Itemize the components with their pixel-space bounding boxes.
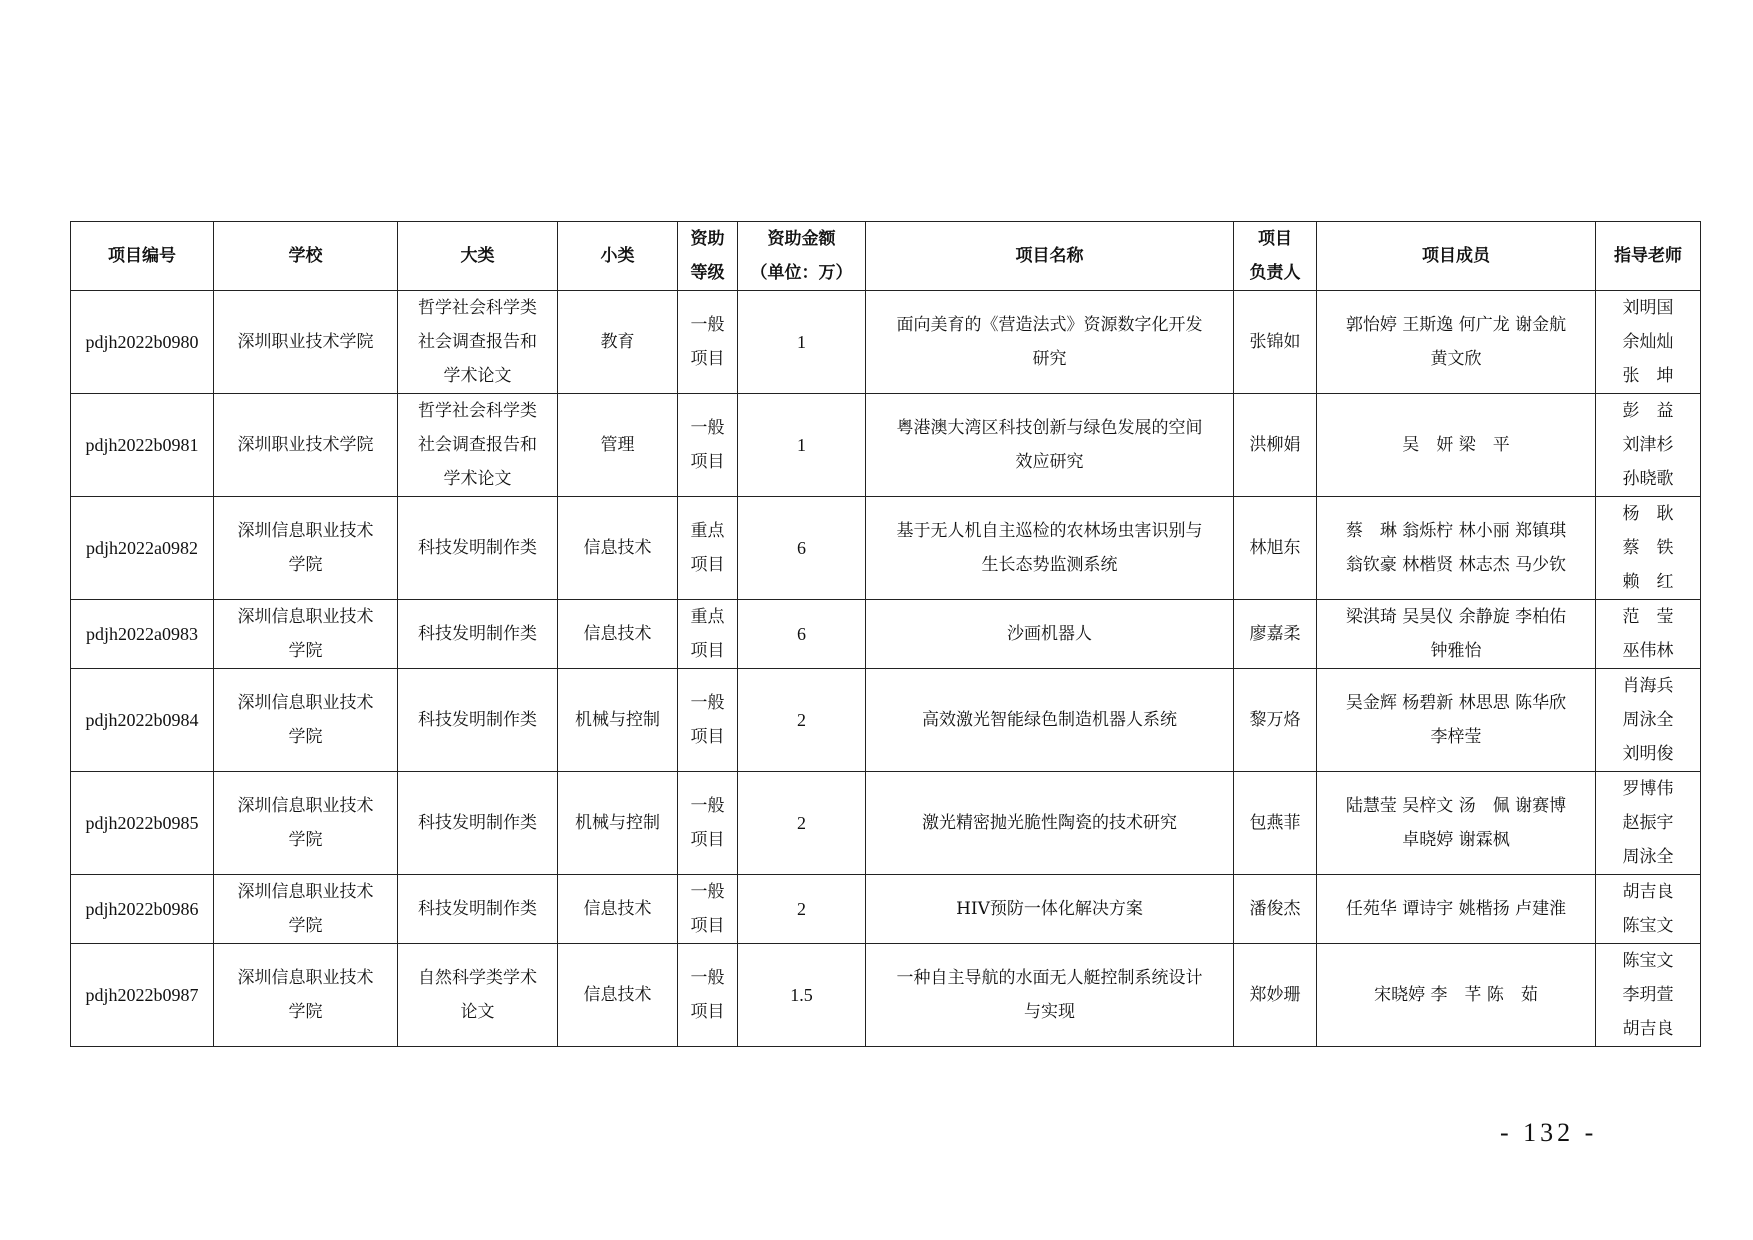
cell-category-line: 科技发明制作类: [418, 710, 537, 730]
header-subcategory: 小类: [558, 222, 678, 291]
cell-advisors-line: 余灿灿: [1622, 332, 1674, 352]
cell-project-name-line: 一种自主导航的水面无人艇控制系统设计: [896, 968, 1203, 988]
cell-advisors-line: 周泳全: [1622, 710, 1674, 730]
cell-advisors-line: 蔡 铁: [1622, 538, 1674, 558]
cell-members: [1317, 944, 1596, 1047]
cell-subcategory: 信息技术: [558, 600, 678, 669]
cell-subcategory: 信息技术: [558, 875, 678, 944]
cell-level-line: 项目: [690, 349, 725, 369]
cell-members-line: 蔡 琳 翁烁柠 林小丽 郑镇琪: [1345, 521, 1567, 541]
cell-project-name: [866, 497, 1234, 600]
cell-subcategory: 机械与控制: [558, 772, 678, 875]
cell-advisors: [1596, 600, 1701, 669]
table-row: [71, 600, 1701, 669]
cell-leader: 洪柳娟: [1234, 394, 1317, 497]
cell-school-line: 学院: [288, 641, 323, 661]
table-row: [71, 291, 1701, 394]
cell-advisors: [1596, 772, 1701, 875]
cell-level-line: 项目: [690, 830, 725, 850]
cell-advisors-line: 肖海兵: [1622, 676, 1674, 696]
cell-level-line: 一般: [690, 693, 725, 713]
cell-category-line: 哲学社会科学类: [418, 401, 537, 421]
cell-level-line: 重点: [690, 607, 725, 627]
cell-category-line: 科技发明制作类: [418, 624, 537, 644]
cell-school-line: 深圳信息职业技术: [237, 882, 374, 902]
cell-level-line: 项目: [690, 1002, 725, 1022]
cell-school-line: 深圳信息职业技术: [237, 968, 374, 988]
cell-members-line: 翁钦豪 林楷贤 林志杰 马少钦: [1345, 555, 1567, 575]
cell-amount: 1.5: [738, 944, 866, 1047]
cell-leader: 张锦如: [1234, 291, 1317, 394]
cell-project-name: [866, 291, 1234, 394]
cell-advisors: [1596, 944, 1701, 1047]
cell-school-line: 学院: [288, 727, 323, 747]
cell-members: [1317, 394, 1596, 497]
cell-advisors-line: 范 莹: [1622, 607, 1674, 627]
cell-category: [398, 875, 558, 944]
cell-advisors-line: 赖 红: [1622, 572, 1674, 592]
table-row: [71, 875, 1701, 944]
cell-amount: 2: [738, 875, 866, 944]
cell-advisors-line: 刘明国: [1622, 298, 1674, 318]
cell-school-line: 深圳信息职业技术: [237, 521, 374, 541]
cell-level: [678, 772, 738, 875]
cell-category-line: 哲学社会科学类: [418, 298, 537, 318]
cell-project-name: [866, 669, 1234, 772]
cell-project-name-line: 面向美育的《营造法式》资源数字化开发: [896, 315, 1203, 335]
cell-project-name-line: 基于无人机自主巡检的农林场虫害识别与: [896, 521, 1203, 541]
cell-subcategory: 机械与控制: [558, 669, 678, 772]
table-row: [71, 772, 1701, 875]
cell-level: [678, 291, 738, 394]
cell-members-line: 吴 妍 梁 平: [1402, 435, 1510, 455]
cell-advisors: [1596, 291, 1701, 394]
table-body: [71, 291, 1701, 1047]
cell-members-line: 钟雅怡: [1430, 641, 1482, 661]
cell-level-line: 项目: [690, 727, 725, 747]
cell-school: [214, 394, 398, 497]
cell-level-line: 一般: [690, 882, 725, 902]
cell-category: [398, 669, 558, 772]
cell-school-line: 学院: [288, 916, 323, 936]
page-number: - 132 -: [1500, 1118, 1598, 1147]
cell-advisors-line: 陈宝文: [1622, 916, 1674, 936]
cell-code: pdjh2022b0985: [71, 772, 214, 875]
cell-project-name-line: 高效激光智能绿色制造机器人系统: [922, 710, 1177, 730]
header-amount: [738, 222, 866, 291]
cell-advisors-line: 刘明俊: [1622, 744, 1674, 764]
cell-advisors-line: 杨 耿: [1622, 504, 1674, 524]
cell-project-name: [866, 394, 1234, 497]
cell-category: [398, 497, 558, 600]
cell-members-line: 任苑华 谭诗宇 姚楷扬 卢建淮: [1345, 899, 1567, 919]
cell-amount: 2: [738, 772, 866, 875]
cell-members-line: 梁淇琦 吴昊仪 余静旋 李柏佑: [1345, 607, 1567, 627]
cell-code: pdjh2022a0982: [71, 497, 214, 600]
table-row: [71, 497, 1701, 600]
cell-school: [214, 600, 398, 669]
table-header-row: [71, 222, 1701, 291]
cell-project-name-line: 粤港澳大湾区科技创新与绿色发展的空间: [896, 418, 1203, 438]
header-leader-line: 负责人: [1249, 263, 1301, 283]
cell-category-line: 学术论文: [443, 469, 512, 489]
cell-subcategory: 教育: [558, 291, 678, 394]
cell-school: [214, 772, 398, 875]
cell-level: [678, 497, 738, 600]
cell-leader: 林旭东: [1234, 497, 1317, 600]
cell-leader: 廖嘉柔: [1234, 600, 1317, 669]
cell-advisors-line: 巫伟林: [1622, 641, 1674, 661]
cell-school: [214, 944, 398, 1047]
cell-category: [398, 772, 558, 875]
cell-members-line: 郭怡婷 王斯逸 何广龙 谢金航: [1345, 315, 1567, 335]
cell-members-line: 吴金辉 杨碧新 林思思 陈华欣: [1345, 693, 1567, 713]
cell-members: [1317, 600, 1596, 669]
cell-leader: 包燕菲: [1234, 772, 1317, 875]
cell-amount: 1: [738, 394, 866, 497]
cell-project-name: [866, 875, 1234, 944]
cell-level-line: 一般: [690, 796, 725, 816]
cell-advisors: [1596, 497, 1701, 600]
cell-level: [678, 669, 738, 772]
header-advisors: 指导老师: [1596, 222, 1701, 291]
cell-advisors-line: 罗博伟: [1622, 779, 1674, 799]
cell-code: pdjh2022b0984: [71, 669, 214, 772]
cell-subcategory: 管理: [558, 394, 678, 497]
cell-advisors-line: 周泳全: [1622, 847, 1674, 867]
cell-members-line: 陆慧莹 吴梓文 汤 佩 谢赛博: [1345, 796, 1567, 816]
cell-category-line: 科技发明制作类: [418, 899, 537, 919]
header-name: 项目名称: [866, 222, 1234, 291]
cell-members: [1317, 875, 1596, 944]
cell-advisors-line: 彭 益: [1622, 401, 1674, 421]
cell-advisors-line: 陈宝文: [1622, 951, 1674, 971]
cell-code: pdjh2022b0980: [71, 291, 214, 394]
cell-advisors-line: 刘津杉: [1622, 435, 1674, 455]
header-school: 学校: [214, 222, 398, 291]
cell-school-line: 学院: [288, 830, 323, 850]
cell-members: [1317, 669, 1596, 772]
cell-school: [214, 875, 398, 944]
cell-level: [678, 875, 738, 944]
cell-level-line: 重点: [690, 521, 725, 541]
cell-level: [678, 394, 738, 497]
cell-category: [398, 394, 558, 497]
cell-advisors: [1596, 669, 1701, 772]
cell-advisors: [1596, 875, 1701, 944]
cell-members: [1317, 497, 1596, 600]
cell-members: [1317, 291, 1596, 394]
cell-project-name-line: 生长态势监测系统: [981, 555, 1118, 575]
cell-advisors-line: 孙晓歌: [1622, 469, 1674, 489]
cell-members-line: 李梓莹: [1430, 727, 1482, 747]
cell-members-line: 黄文欣: [1430, 349, 1482, 369]
cell-project-name-line: 效应研究: [1015, 452, 1084, 472]
cell-level-line: 项目: [690, 641, 725, 661]
cell-school: [214, 497, 398, 600]
cell-category-line: 科技发明制作类: [418, 538, 537, 558]
cell-level-line: 一般: [690, 315, 725, 335]
cell-category-line: 科技发明制作类: [418, 813, 537, 833]
cell-level-line: 项目: [690, 452, 725, 472]
cell-project-name-line: 激光精密抛光脆性陶瓷的技术研究: [922, 813, 1177, 833]
cell-category-line: 学术论文: [443, 366, 512, 386]
table-row: [71, 669, 1701, 772]
cell-advisors-line: 胡吉良: [1622, 882, 1674, 902]
cell-category-line: 论文: [460, 1002, 495, 1022]
cell-code: pdjh2022b0981: [71, 394, 214, 497]
cell-school: [214, 291, 398, 394]
cell-school-line: 深圳职业技术学院: [237, 435, 374, 455]
header-code: 项目编号: [71, 222, 214, 291]
cell-advisors-line: 胡吉良: [1622, 1019, 1674, 1039]
cell-level-line: 项目: [690, 916, 725, 936]
cell-amount: 6: [738, 600, 866, 669]
cell-category: [398, 600, 558, 669]
cell-project-name: [866, 600, 1234, 669]
cell-school-line: 学院: [288, 555, 323, 575]
cell-school-line: 学院: [288, 1002, 323, 1022]
cell-category-line: 社会调查报告和: [418, 435, 537, 455]
project-table: [70, 221, 1701, 1047]
cell-level-line: 项目: [690, 555, 725, 575]
header-level-line: 资助: [690, 229, 725, 249]
cell-amount: 1: [738, 291, 866, 394]
cell-school-line: 深圳职业技术学院: [237, 332, 374, 352]
cell-members-line: 卓晓婷 谢霖枫: [1402, 830, 1510, 850]
table-row: [71, 944, 1701, 1047]
cell-school: [214, 669, 398, 772]
cell-level-line: 一般: [690, 968, 725, 988]
cell-code: pdjh2022a0983: [71, 600, 214, 669]
cell-project-name: [866, 944, 1234, 1047]
cell-project-name-line: 研究: [1032, 349, 1067, 369]
cell-school-line: 深圳信息职业技术: [237, 796, 374, 816]
cell-advisors-line: 李玥萱: [1622, 985, 1674, 1005]
cell-category-line: 社会调查报告和: [418, 332, 537, 352]
cell-code: pdjh2022b0987: [71, 944, 214, 1047]
cell-category-line: 自然科学类学术: [418, 968, 537, 988]
cell-school-line: 深圳信息职业技术: [237, 607, 374, 627]
cell-members-line: 宋晓婷 李 芊 陈 茹: [1374, 985, 1538, 1005]
cell-project-name: [866, 772, 1234, 875]
cell-subcategory: 信息技术: [558, 497, 678, 600]
cell-category: [398, 291, 558, 394]
cell-code: pdjh2022b0986: [71, 875, 214, 944]
cell-advisors: [1596, 394, 1701, 497]
cell-project-name-line: 沙画机器人: [1007, 624, 1092, 644]
cell-level: [678, 600, 738, 669]
cell-amount: 2: [738, 669, 866, 772]
table-row: [71, 394, 1701, 497]
cell-leader: 郑妙珊: [1234, 944, 1317, 1047]
header-level: [678, 222, 738, 291]
cell-advisors-line: 张 坤: [1622, 366, 1674, 386]
header-leader-line: 项目: [1258, 229, 1292, 249]
cell-leader: 潘俊杰: [1234, 875, 1317, 944]
cell-school-line: 深圳信息职业技术: [237, 693, 374, 713]
cell-project-name-line: HIV预防一体化解决方案: [956, 899, 1143, 919]
cell-level-line: 一般: [690, 418, 725, 438]
cell-level: [678, 944, 738, 1047]
cell-project-name-line: 与实现: [1024, 1002, 1075, 1022]
header-amount-line: 资助金额: [767, 229, 836, 249]
header-level-line: 等级: [690, 263, 725, 283]
cell-advisors-line: 赵振宇: [1622, 813, 1674, 833]
cell-amount: 6: [738, 497, 866, 600]
header-category: 大类: [398, 222, 558, 291]
header-leader: [1234, 222, 1317, 291]
cell-category: [398, 944, 558, 1047]
cell-subcategory: 信息技术: [558, 944, 678, 1047]
cell-leader: 黎万烙: [1234, 669, 1317, 772]
cell-members: [1317, 772, 1596, 875]
header-amount-line: （单位：万）: [750, 263, 853, 283]
header-members: 项目成员: [1317, 222, 1596, 291]
